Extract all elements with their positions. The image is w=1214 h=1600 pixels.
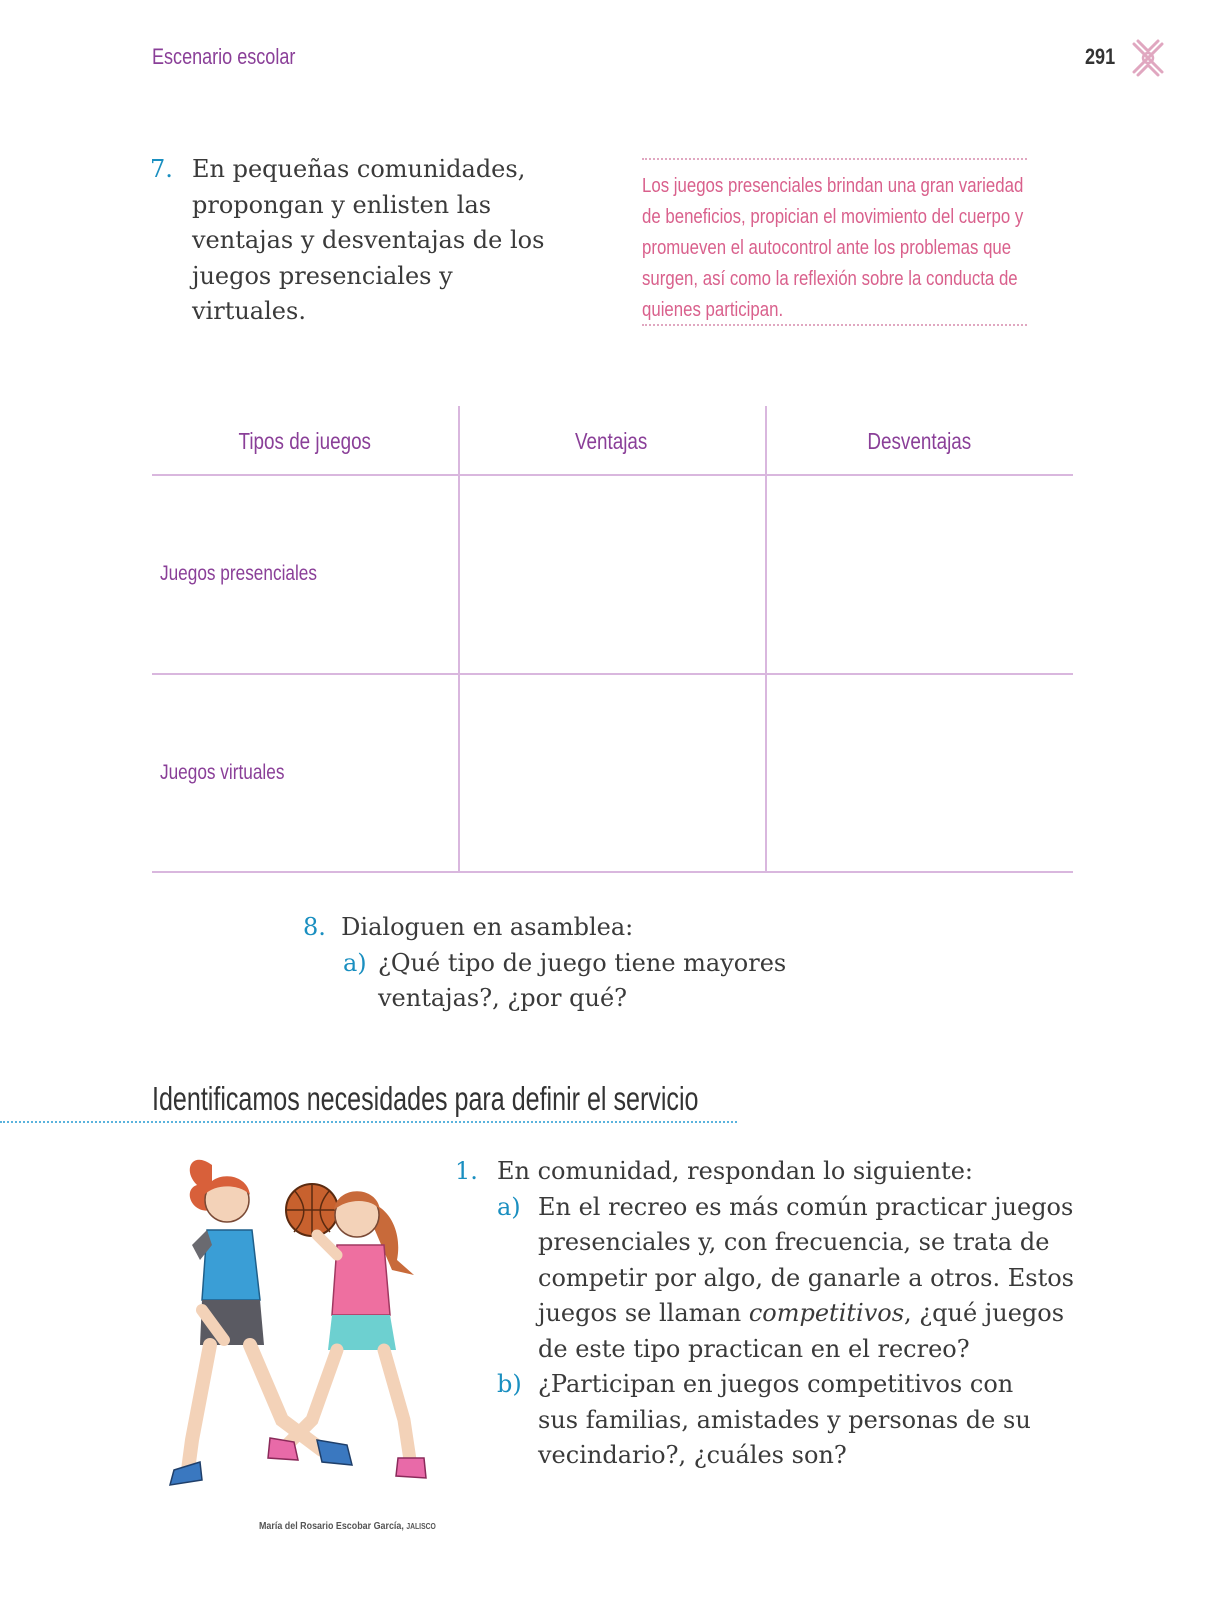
question-8 <box>303 910 863 1017</box>
sub-question-text: En el recreo es más común practicar juegos presenciales y, con frecuencia, se trata de competir por algo, de ganarle a otros. Estos juegos se llaman <box>538 1192 1074 1327</box>
emphasis-term: competitivos <box>748 1299 905 1327</box>
cell-presenciales-ventajas[interactable] <box>460 476 763 671</box>
sub-question-text: ¿Participan en juegos competitivos con sus familias, amistades y personas de su vecindario?, ¿cuáles son? <box>538 1370 1031 1469</box>
question-number: 7. <box>150 155 173 183</box>
section-divider <box>0 1121 737 1123</box>
table-header: Tipos de juegos <box>238 428 372 454</box>
sub-question-text: , ¿qué juegos de este tipo practican en el recreo? <box>538 1299 1065 1363</box>
table-divider <box>152 871 1073 873</box>
cell-virtuales-desventajas[interactable] <box>767 675 1073 870</box>
question-text: En pequeñas comunidades, propongan y enlisten las ventajas y desventajas de los juegos presenciales y virtuales. <box>192 155 545 325</box>
sub-label: b) <box>497 1370 522 1398</box>
question-text: En comunidad, respondan lo siguiente: <box>497 1157 973 1185</box>
sub-label: a) <box>343 948 367 977</box>
question-1 <box>455 1154 1095 1474</box>
cell-virtuales-ventajas[interactable] <box>460 675 763 870</box>
info-note <box>642 158 1027 326</box>
cell-presenciales-desventajas[interactable] <box>767 476 1073 671</box>
question-text: Dialoguen en asamblea: <box>341 913 634 941</box>
question-number: 1. <box>455 1157 478 1185</box>
row-label-virtuales: Juegos virtuales <box>160 761 285 784</box>
row-label-presenciales: Juegos presenciales <box>160 562 317 585</box>
table-header: Ventajas <box>575 428 648 454</box>
table-header: Desventajas <box>867 428 971 454</box>
basketball-girls-illustration <box>152 1140 442 1540</box>
sub-label: a) <box>497 1192 521 1221</box>
info-note-text: Los juegos presenciales brindan una gran variedad de beneficios, propician el movimiento del cuerpo y promueven el autocontrol ante los problemas que surgen, así como la reflexión sobre la conducta de quienes participan. <box>642 174 1024 321</box>
question-number: 8. <box>303 913 326 941</box>
illustration-caption: María del Rosario Escobar García, JALISCO <box>259 1520 436 1532</box>
decorative-star-icon <box>1128 38 1168 78</box>
page-number: 291 <box>1085 44 1116 69</box>
games-table <box>152 406 1073 873</box>
section-header: Escenario escolar <box>152 44 296 69</box>
sub-question-text: ¿Qué tipo de juego tiene mayores ventajas?, ¿por qué? <box>378 948 787 1012</box>
section-title: Identificamos necesidades para definir el servicio <box>152 1080 699 1117</box>
